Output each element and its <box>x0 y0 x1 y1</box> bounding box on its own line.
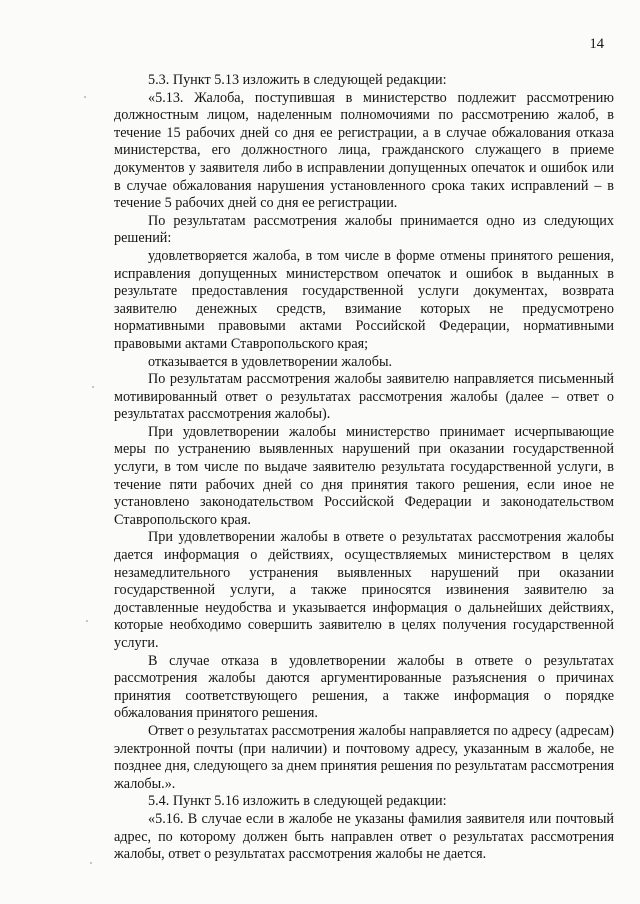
paragraph-complaint-refused: отказывается в удовлетворении жалобы. <box>148 353 393 370</box>
paragraph-refusal-info: В случае отказа в удовлетворении жалобы в ответе о результатах рассмотрения жалобы даются аргументированные разъяснения о причинах принятия соответствующего решения, а также информация о порядке обжалования принятого решения. <box>114 652 614 722</box>
paragraph-written-response: По результатам рассмотрения жалобы заявителю направляется письменный мотивированный ответ о результатах рассмотрения жалобы (далее – ответ о результатах рассмотрения жалобы). <box>114 371 614 423</box>
scan-speck <box>92 386 94 388</box>
scan-speck <box>90 862 92 864</box>
document-body <box>114 72 614 864</box>
scan-speck <box>84 96 86 98</box>
page-number: 14 <box>589 36 604 52</box>
paragraph-clause-5-4-heading: 5.4. Пункт 5.16 изложить в следующей редакции: <box>148 793 447 810</box>
paragraph-clause-5-16: «5.16. В случае если в жалобе не указаны фамилия заявителя или почтовый адрес, по которому должен быть направлен ответ о результатах рассмотрения жалобы, ответ о результатах рассмотрения жалобы не дается. <box>114 810 614 863</box>
scan-speck <box>86 620 88 622</box>
paragraph-decision-options: По результатам рассмотрения жалобы принимается одно из следующих решений: <box>114 212 614 247</box>
paragraph-satisfaction-info: При удовлетворении жалобы в ответе о результатах рассмотрения жалобы дается информация о действиях, осуществляемых министерством в целях незамедлительного устранения выявленных нарушений при оказании государственной услуги, а также приносятся извинения заявителю за доставленные неудобства и указывается информация о дальнейших действиях, которые необходимо совершить заявителю в целях получения государственной услуги. <box>114 529 614 651</box>
paragraph-remedial-measures: При удовлетворении жалобы министерство принимает исчерпывающие меры по устранению выявленных нарушений при оказании государственной услуги, в том числе по выдаче заявителю результата государственной услуги, в течение пяти рабочих дней со дня принятия такого решения, если иное не установлено законодательством Российской Федерации и законодательством Ставропольского края. <box>114 423 614 528</box>
paragraph-clause-5-13: «5.13. Жалоба, поступившая в министерство подлежит рассмотрению должностным лицом, наделенным полномочиями по рассмотрению жалоб, в течение 15 рабочих дней со дня ее регистрации, а в случае обжалования отказа министерства, его должностного лица, гражданского служащего в приеме документов у заявителя либо в исправлении допущенных опечаток и ошибок или в случае обжалования нарушения установленного срока таких исправлений – в течение 5 рабочих дней со дня ее регистрации. <box>114 89 614 212</box>
paragraph-response-delivery: Ответ о результатах рассмотрения жалобы направляется по адресу (адресам) электронной почты (при наличии) и почтовому адресу, указанным в жалобе, не позднее дня, следующего за днем принятия решения по результатам рассмотрения жалобы.». <box>114 722 614 792</box>
paragraph-clause-5-3-heading: 5.3. Пункт 5.13 изложить в следующей редакции: <box>148 72 447 88</box>
paragraph-complaint-satisfied: удовлетворяется жалоба, в том числе в форме отмены принятого решения, исправления допущенных министерством опечаток и ошибок в выданных в результате предоставления государственной услуги документах, возврата заявителю денежных средств, взимание которых не предусмотрено нормативными правовыми актами Российской Федерации, нормативными правовыми актами Ставропольского края; <box>114 247 614 352</box>
